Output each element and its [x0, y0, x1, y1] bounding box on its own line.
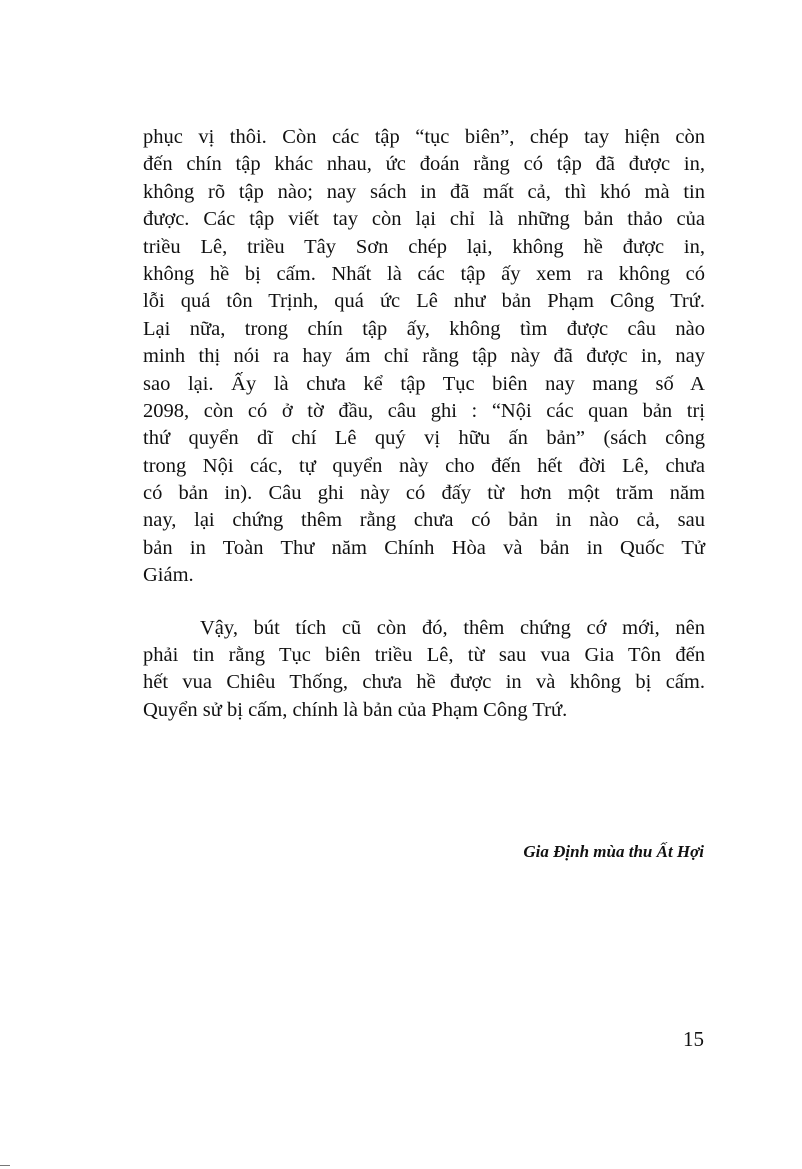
text-line: minh thị nói ra hay ám chỉ rằng tập này đã được in, nay	[143, 345, 705, 368]
text-line: Lại nữa, trong chín tập ấy, không tìm được câu nào	[143, 317, 705, 340]
paragraph-2	[143, 615, 705, 725]
paragraph-gap	[143, 590, 705, 615]
signature: Gia Định mùa thu Ất Hợi	[523, 842, 704, 861]
text-line: không hề bị cấm. Nhất là các tập ấy xem ra không có	[143, 262, 705, 285]
text-line: Quyển sử bị cấm, chính là bản của Phạm Công Trứ.	[143, 698, 568, 721]
text-line: sao lại. Ấy là chưa kể tập Tục biên nay mang số A	[143, 372, 705, 395]
text-line: có bản in). Câu ghi này có đấy từ hơn một trăm năm	[143, 482, 705, 505]
text-line: triều Lê, triều Tây Sơn chép lại, không hề được in,	[143, 235, 705, 258]
body-text	[143, 124, 705, 724]
text-line: bản in Toàn Thư năm Chính Hòa và bản in Quốc Tử	[143, 536, 705, 559]
scan-edge-mark	[0, 1165, 10, 1166]
text-line: Vậy, bút tích cũ còn đó, thêm chứng cớ mới, nên	[200, 616, 705, 639]
text-line: 2098, còn có ở tờ đầu, câu ghi : “Nội các quan bản trị	[143, 399, 705, 422]
text-line: thứ quyển dĩ chí Lê quý vị hữu ấn bản” (sách công	[143, 427, 705, 450]
text-line: không rõ tập nào; nay sách in đã mất cả, thì khó mà tin	[143, 180, 705, 203]
text-line: phải tin rằng Tục biên triều Lê, từ sau vua Gia Tôn đến	[143, 644, 705, 667]
text-line: được. Các tập viết tay còn lại chỉ là những bản thảo của	[143, 208, 705, 231]
text-line: nay, lại chứng thêm rằng chưa có bản in nào cả, sau	[143, 509, 705, 532]
text-line: đến chín tập khác nhau, ức đoán rằng có tập đã được in,	[143, 153, 705, 176]
text-line: Giám.	[143, 564, 194, 587]
page-number: 15	[683, 1027, 704, 1051]
text-line: hết vua Chiêu Thống, chưa hề được in và không bị cấm.	[143, 671, 705, 694]
paragraph-1	[143, 124, 705, 590]
text-line: phục vị thôi. Còn các tập “tục biên”, chép tay hiện còn	[143, 126, 705, 148]
text-line: trong Nội các, tự quyển này cho đến hết đời Lê, chưa	[143, 454, 705, 477]
text-line: lỗi quá tôn Trịnh, quá ức Lê như bản Phạm Công Trứ.	[143, 290, 705, 313]
